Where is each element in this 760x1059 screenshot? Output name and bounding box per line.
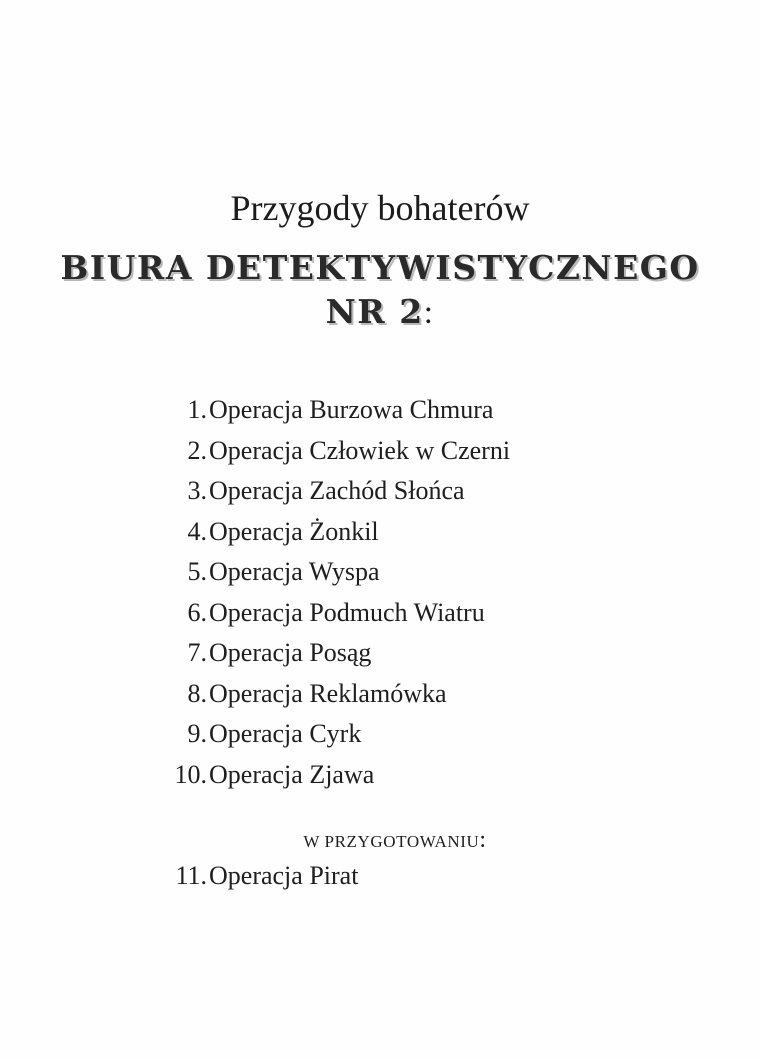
series-title-line2 xyxy=(0,290,760,335)
series-number-text: NR 2 xyxy=(325,292,424,331)
book-title: Operacja Podmuch Wiatru xyxy=(209,597,485,627)
series-colon: : xyxy=(423,295,435,331)
list-item xyxy=(0,471,760,512)
book-number: 11. xyxy=(175,861,207,890)
book-number: 2. xyxy=(187,435,207,465)
list-item xyxy=(0,633,760,674)
list-item xyxy=(0,552,760,593)
book-title: Operacja Zachód Słońca xyxy=(209,476,465,505)
book-number: 1. xyxy=(187,395,207,424)
list-item xyxy=(0,856,760,897)
book-title: Operacja Cyrk xyxy=(209,719,362,748)
book-number: 3. xyxy=(187,476,207,505)
upcoming-book-list xyxy=(0,856,760,897)
book-title: Operacja Człowiek w Czerni xyxy=(209,435,511,465)
book-number: 8. xyxy=(187,678,207,708)
book-list xyxy=(0,390,760,795)
book-number: 10. xyxy=(174,759,207,789)
list-item xyxy=(0,390,760,431)
book-title: Operacja Zjawa xyxy=(209,759,375,789)
page-subtitle: Przygody bohaterów xyxy=(230,188,530,228)
list-item xyxy=(0,755,760,796)
book-title: Operacja Żonkil xyxy=(209,516,379,546)
book-number: 6. xyxy=(187,597,207,627)
upcoming-label-text: W PRZYGOTOWANIU xyxy=(303,832,480,851)
list-item xyxy=(0,512,760,553)
book-title: Operacja Reklamówka xyxy=(209,678,447,708)
book-number: 9. xyxy=(187,719,207,748)
series-title-line1 xyxy=(0,246,760,290)
book-number: 5. xyxy=(187,557,207,586)
book-title: Operacja Pirat xyxy=(209,861,359,890)
book-number: 4. xyxy=(187,516,207,546)
list-item xyxy=(0,674,760,715)
list-item xyxy=(0,714,760,755)
book-title: Operacja Wyspa xyxy=(209,557,380,586)
book-title: Operacja Posąg xyxy=(209,638,372,667)
book-title: Operacja Burzowa Chmura xyxy=(209,395,494,424)
book-number: 7. xyxy=(187,638,207,667)
list-item xyxy=(0,593,760,634)
series-title-text: BIURA DETEKTYWISTYCZNEGO xyxy=(60,248,700,287)
upcoming-colon: : xyxy=(479,827,487,853)
list-item xyxy=(0,431,760,472)
upcoming-heading xyxy=(0,826,760,856)
